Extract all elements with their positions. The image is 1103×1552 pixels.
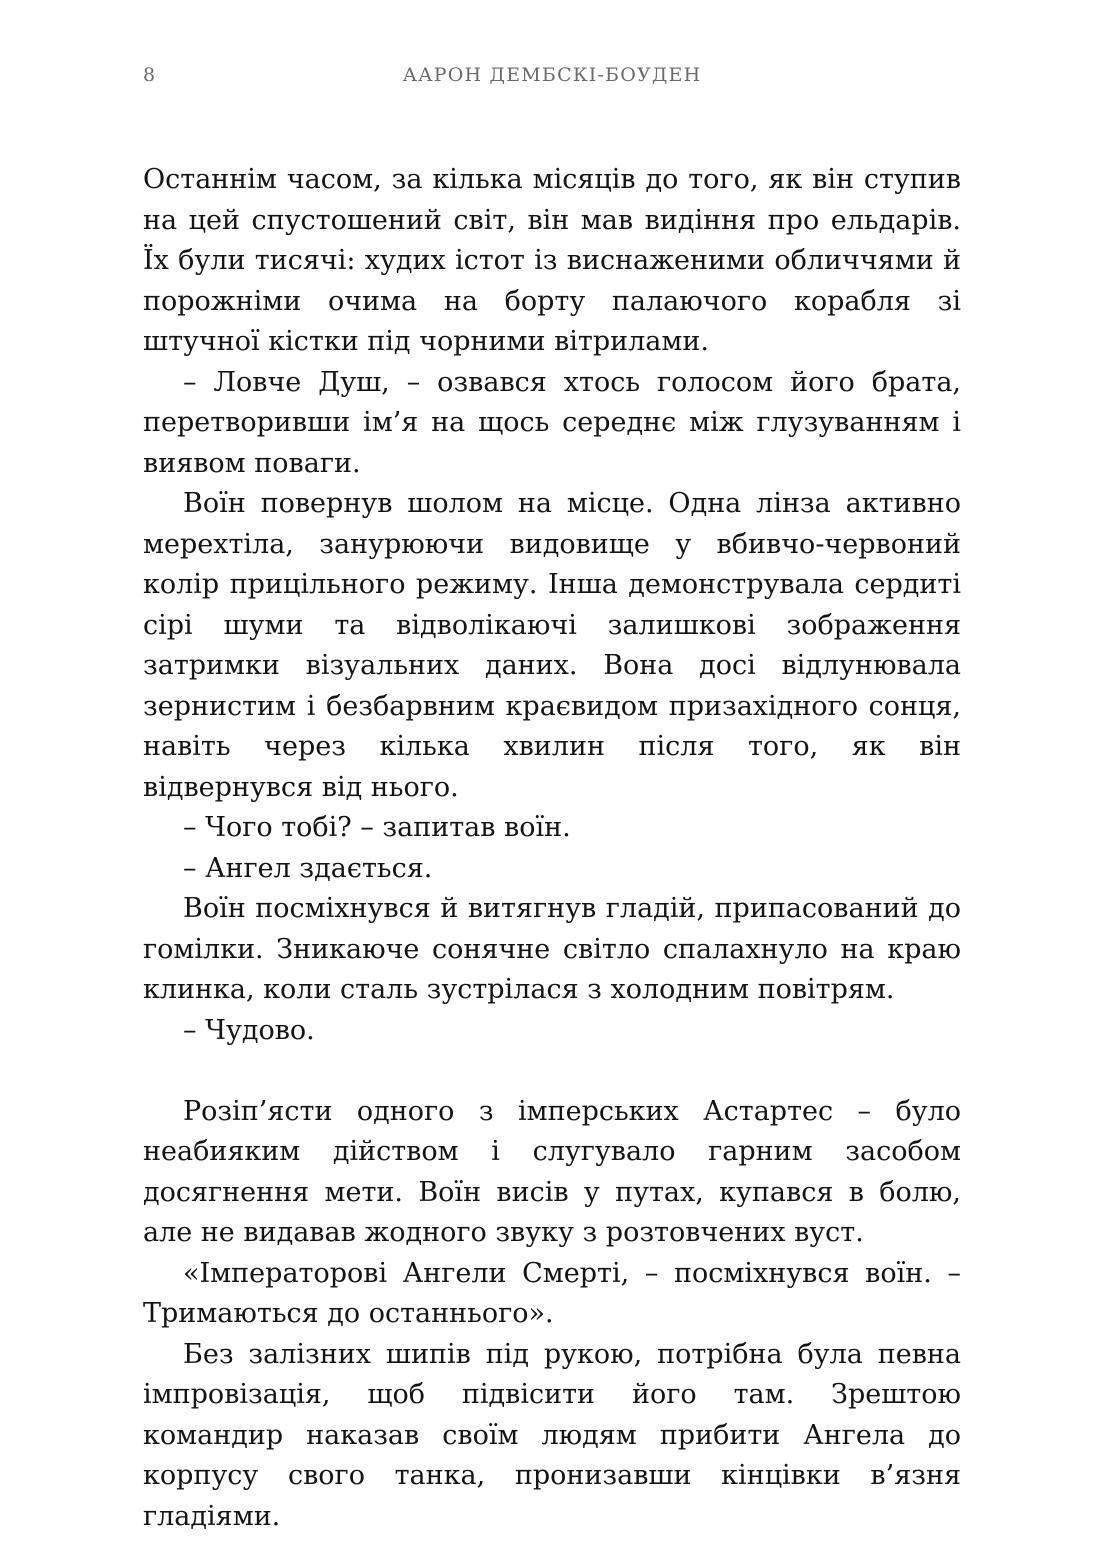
paragraph: «Імператорові Ангели Смерті, – посміхнувся воїн. – Тримаються до останнього».	[143, 1257, 961, 1329]
paragraph-dialogue: – Чудово.	[183, 1014, 315, 1046]
running-header	[143, 64, 961, 96]
paragraph: Воїн повернув шолом на місце. Одна лінза активно мерехтіла, занурюючи видовище у вбивчо-червоний колір прицільного режиму. Інша демонструвала сердиті сірі шуми та відволікаючі залишкові зображення затримки візуальних даних. Вона досі відлунювала зернистим і безбарвним краєвидом призахідного сонця, навіть через кілька хвилин після того, як він відвернувся від нього.	[143, 488, 961, 803]
page-number: 8	[143, 64, 157, 86]
body-text	[143, 160, 961, 1537]
running-header-author: ААРОН ДЕМБСКІ-БОУДЕН	[402, 64, 702, 86]
paragraph: Без залізних шипів під рукою, потрібна була певна імпровізація, щоб підвісити його там. Зрештою командир наказав своїм людям прибити Ангела до корпусу свого танка, пронизавши кінцівки в’язня гладіями.	[143, 1338, 961, 1532]
paragraph: Останнім часом, за кілька місяців до того, як він ступив на цей спустошений світ, він мав видіння про ельдарів. Їх були тисячі: худих істот із виснаженими обличчями й порожніми очима на борту палаючого корабля зі штучної кістки під чорними вітрилами.	[143, 164, 961, 357]
paragraph: Воїн посміхнувся й витягнув гладій, припасований до гомілки. Зникаюче сонячне світло спалахнуло на краю клинка, коли сталь зустрілася з холодним повітрям.	[143, 893, 961, 1005]
paragraph-dialogue: – Чого тобі? – запитав воїн.	[183, 812, 571, 843]
paragraph-dialogue: – Ангел здається.	[183, 852, 433, 884]
paragraph-dialogue: – Ловче Душ, – озвався хтось голосом його брата, перетворивши ім’я на щось середнє між глузуванням і виявом поваги.	[143, 366, 961, 479]
paragraph: Розіп’ясти одного з імперських Астартес – було неабияким дійством і слугувало гарним засобом досягнення мети. Воїн висів у путах, купався в болю, але не видавав жодного звуку з розтовчених вуст.	[143, 1095, 961, 1248]
